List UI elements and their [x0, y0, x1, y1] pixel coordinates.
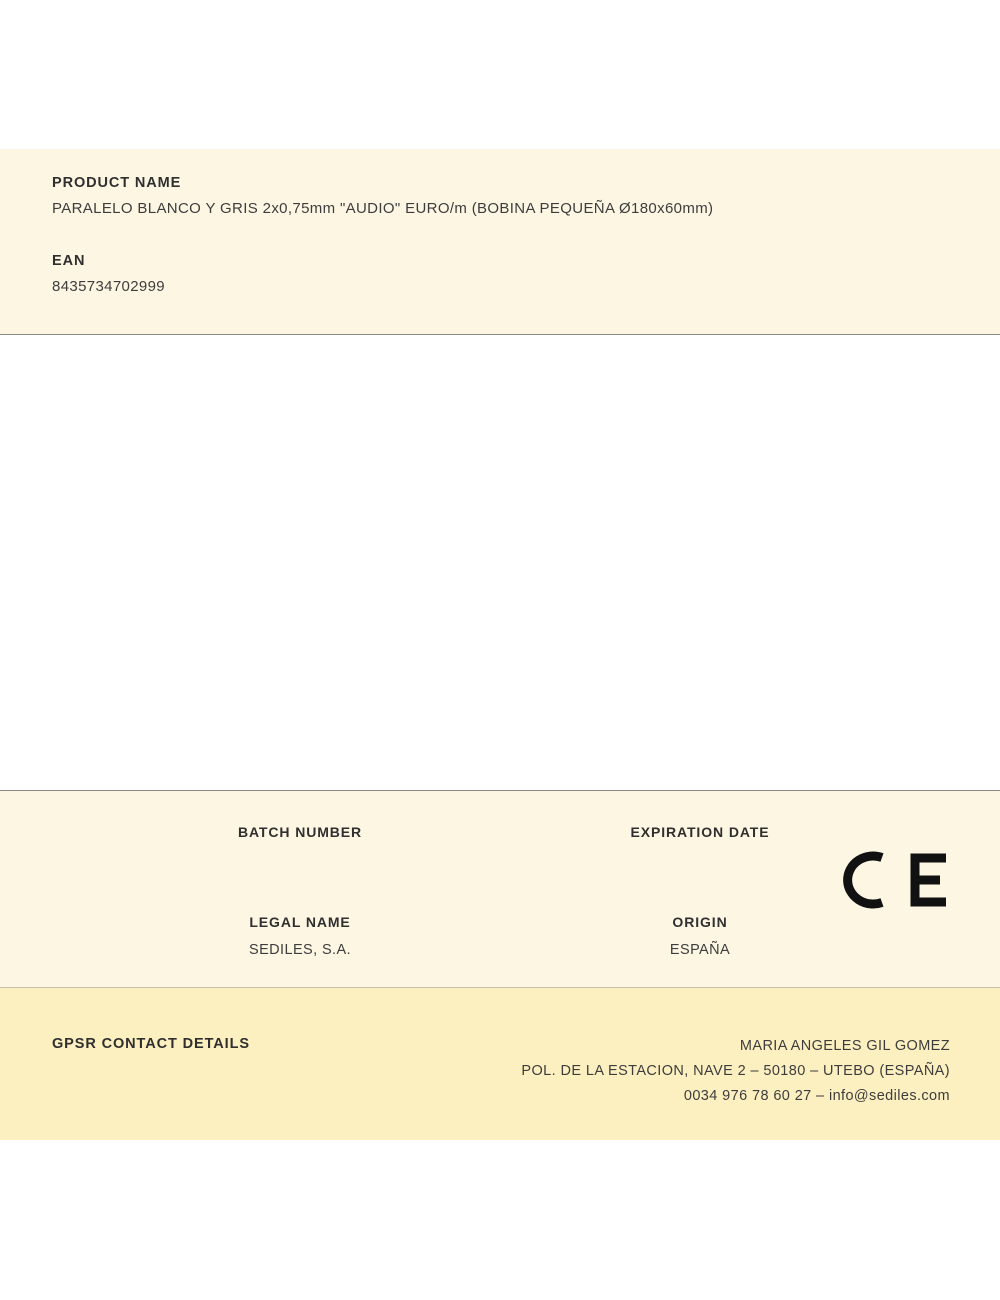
blank-content-area	[0, 335, 1000, 790]
gpsr-contact-band	[0, 988, 1000, 1140]
product-name-field	[52, 175, 950, 217]
product-header-band	[0, 149, 1000, 335]
expiration-date-cell	[550, 824, 850, 852]
expiration-date-label: EXPIRATION DATE	[630, 824, 770, 840]
product-name-label: PRODUCT NAME	[52, 175, 182, 191]
ce-marking-icon	[842, 849, 952, 911]
gpsr-contact-label: GPSR CONTACT DETAILS	[52, 1036, 250, 1052]
product-info-grid	[0, 791, 1000, 987]
ean-value: 8435734702999	[52, 278, 165, 295]
batch-number-cell	[150, 824, 450, 852]
origin-cell	[550, 914, 850, 958]
ean-label: EAN	[52, 253, 86, 269]
product-name-value: PARALELO BLANCO Y GRIS 2x0,75mm "AUDIO" EURO/m (BOBINA PEQUEÑA Ø180x60mm)	[52, 200, 714, 217]
batch-number-label: BATCH NUMBER	[237, 824, 363, 840]
gpsr-contact-address: POL. DE LA ESTACION, NAVE 2 – 50180 – UTEBO (ESPAÑA)	[521, 1063, 950, 1079]
gpsr-contact-details	[521, 1034, 950, 1109]
legal-name-cell	[150, 914, 450, 958]
product-info-band	[0, 790, 1000, 988]
gpsr-contact-phone-email: 0034 976 78 60 27 – info@sediles.com	[683, 1088, 950, 1104]
gpsr-contact-person: MARIA ANGELES GIL GOMEZ	[739, 1038, 950, 1054]
footer-blank-area	[0, 1140, 1000, 1300]
origin-value: ESPAÑA	[669, 942, 731, 958]
ean-field	[52, 253, 950, 295]
product-header-content	[0, 149, 1000, 295]
legal-name-label: LEGAL NAME	[249, 914, 351, 930]
legal-name-value: SEDILES, S.A.	[249, 942, 351, 958]
origin-label: ORIGIN	[672, 914, 728, 930]
